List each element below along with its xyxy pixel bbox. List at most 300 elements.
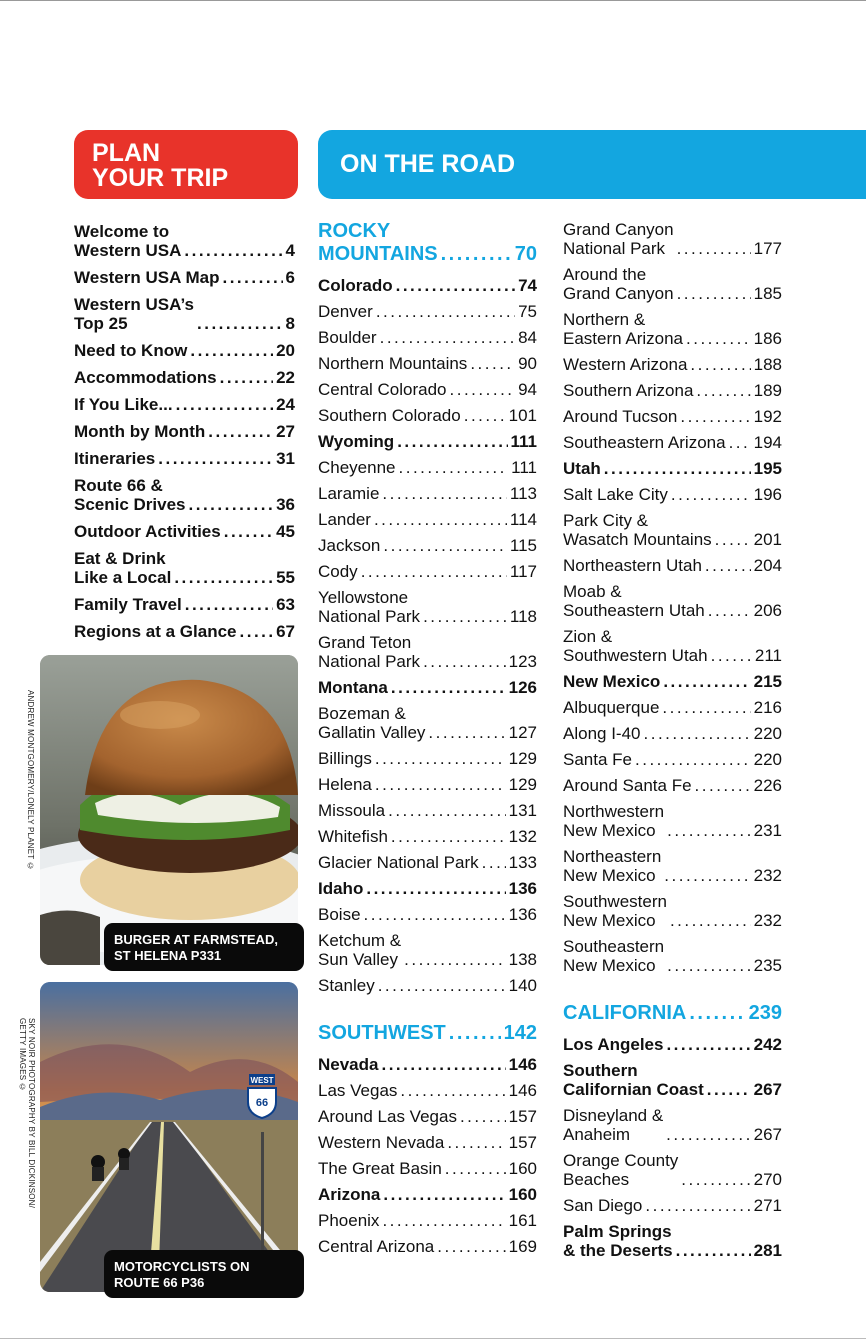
- toc-entry-phoenix[interactable]: [318, 1211, 537, 1230]
- entry-page-number: 157: [508, 1133, 537, 1152]
- dot-leader: [460, 1107, 506, 1126]
- entry-title: Cody: [318, 562, 358, 581]
- toc-entry-around-the-grand-canyon[interactable]: [563, 265, 782, 303]
- toc-entry-new-mexico[interactable]: [563, 672, 782, 691]
- entry-page-number: 146: [508, 1081, 537, 1100]
- entry-page-number: 74: [518, 276, 537, 295]
- toc-entry-whitefish[interactable]: [318, 827, 537, 846]
- entry-title: Los Angeles: [563, 1035, 664, 1054]
- toc-entry-missoula[interactable]: [318, 801, 537, 820]
- toc-entry-northeastern-utah[interactable]: [563, 556, 782, 575]
- dot-leader: [690, 355, 750, 374]
- entry-title: Itineraries: [74, 449, 156, 468]
- toc-entry-cody[interactable]: [318, 562, 537, 581]
- dot-leader: [376, 302, 515, 321]
- dot-leader: [400, 1081, 505, 1100]
- entry-title: Lander: [318, 510, 371, 529]
- dot-leader: [635, 750, 751, 769]
- entry-page-number: 231: [753, 821, 782, 840]
- dot-leader: [158, 449, 273, 468]
- entry-page-number: 6: [285, 268, 295, 287]
- dot-leader: [380, 328, 515, 347]
- entry-page-number: 131: [508, 801, 537, 820]
- entry-title: Around the Grand Canyon: [563, 265, 674, 303]
- entry-title: Month by Month: [74, 422, 206, 441]
- dot-leader: [470, 354, 515, 373]
- toc-entry-southern-colorado[interactable]: [318, 406, 537, 425]
- toc-entry-around-santa-fe[interactable]: [563, 776, 782, 795]
- toc-entry-park-city-wasatch-mountains[interactable]: [563, 511, 782, 549]
- entry-title: Around Las Vegas: [318, 1107, 457, 1126]
- entry-title: Northwestern New Mexico: [563, 802, 665, 840]
- dot-leader: [174, 568, 273, 587]
- entry-page-number: 177: [753, 239, 782, 258]
- entry-page-number: 281: [753, 1241, 782, 1260]
- section-gap: [318, 1002, 537, 1022]
- toc-entry-salt-lake-city[interactable]: [563, 485, 782, 504]
- entry-title: Montana: [318, 678, 388, 697]
- entry-page-number: 114: [509, 510, 537, 529]
- entry-title: Northeastern New Mexico: [563, 847, 662, 885]
- entry-page-number: 4: [285, 241, 295, 260]
- entry-page-number: 118: [509, 607, 537, 626]
- toc-entry-jackson[interactable]: [318, 536, 537, 555]
- entry-title: Boise: [318, 905, 361, 924]
- entry-page-number: 196: [753, 485, 782, 504]
- entry-page-number: 101: [508, 406, 537, 425]
- entry-title: Ketchum & Sun Valley: [318, 931, 402, 969]
- dot-leader: [667, 821, 751, 840]
- section-heading-southwest[interactable]: [318, 1022, 537, 1045]
- entry-page-number: 136: [508, 879, 537, 898]
- dot-leader: [240, 622, 274, 641]
- entry-page-number: 123: [508, 652, 537, 671]
- toc-entry-grand-canyon-national-park[interactable]: [563, 220, 782, 258]
- dot-leader: [441, 243, 512, 266]
- toc-entry-boulder[interactable]: [318, 328, 537, 347]
- toc-entry-family-travel[interactable]: [74, 595, 295, 614]
- toc-entry-lander[interactable]: [318, 510, 537, 529]
- toc-entry-route-66-scenic-drives[interactable]: [74, 476, 295, 514]
- entry-page-number: 160: [508, 1185, 537, 1204]
- section-heading-rocky-mountains[interactable]: [318, 220, 537, 266]
- dot-leader: [449, 1022, 501, 1045]
- dot-leader: [671, 485, 751, 504]
- entry-title: ROCKY MOUNTAINS: [318, 220, 438, 265]
- entry-page-number: 206: [753, 601, 782, 620]
- entry-title: SOUTHWEST: [318, 1022, 446, 1044]
- dot-leader: [447, 1133, 505, 1152]
- on-the-road-banner: ON THE ROAD: [318, 130, 866, 199]
- entry-title: Western USA’s Top 25: [74, 295, 194, 333]
- entry-title: Park City & Wasatch Mountains: [563, 511, 712, 549]
- dot-leader: [375, 749, 506, 768]
- entry-page-number: 55: [276, 568, 295, 587]
- entry-title: Western USA Map: [74, 268, 220, 287]
- entry-page-number: 90: [518, 354, 537, 373]
- dot-leader: [707, 1080, 751, 1099]
- entry-page-number: 129: [508, 775, 537, 794]
- dot-leader: [388, 801, 506, 820]
- burger-photo-credit: ANDREW MONTGOMERY/LONELY PLANET ©: [26, 690, 35, 871]
- entry-page-number: 271: [753, 1196, 782, 1215]
- dot-leader: [715, 530, 751, 549]
- toc-entry-grand-teton-national-park[interactable]: [318, 633, 537, 671]
- entry-page-number: 31: [276, 449, 295, 468]
- toc-entry-ketchum-sun-valley[interactable]: [318, 931, 537, 969]
- toc-entry-the-great-basin[interactable]: [318, 1159, 537, 1178]
- toc-entry-colorado[interactable]: [318, 276, 537, 295]
- entry-page-number: 138: [508, 950, 537, 969]
- entry-title: Southeastern New Mexico: [563, 937, 665, 975]
- entry-title: Grand Teton National Park: [318, 633, 421, 671]
- entry-page-number: 67: [276, 622, 295, 641]
- toc-entry-western-usa-s-top-25[interactable]: [74, 295, 295, 333]
- entry-title: If You Like...: [74, 395, 173, 414]
- dot-leader: [383, 536, 507, 555]
- toc-entry-month-by-month[interactable]: [74, 422, 295, 441]
- dot-leader: [391, 827, 506, 846]
- entry-title: Idaho: [318, 879, 364, 898]
- dot-leader: [378, 976, 506, 995]
- toc-entry-utah[interactable]: [563, 459, 782, 478]
- entry-title: Route 66 & Scenic Drives: [74, 476, 186, 514]
- toc-entry-southern-arizona[interactable]: [563, 381, 782, 400]
- entry-title: Denver: [318, 302, 373, 321]
- entry-page-number: 189: [753, 381, 782, 400]
- entry-title: Jackson: [318, 536, 381, 555]
- toc-entry-los-angeles[interactable]: [563, 1035, 782, 1054]
- entry-title: Northern Mountains: [318, 354, 468, 373]
- entry-page-number: 226: [753, 776, 782, 795]
- plan-your-trip-contents: [74, 222, 295, 649]
- dot-leader: [185, 595, 273, 614]
- entry-title: Northern & Eastern Arizona: [563, 310, 684, 348]
- entry-title: Glacier National Park: [318, 853, 479, 872]
- dot-leader: [696, 381, 750, 400]
- toc-entry-itineraries[interactable]: [74, 449, 295, 468]
- toc-entry-san-diego[interactable]: [563, 1196, 782, 1215]
- entry-page-number: 267: [753, 1080, 782, 1099]
- dot-leader: [396, 276, 515, 295]
- toc-entry-santa-fe[interactable]: [563, 750, 782, 769]
- entry-page-number: 75: [518, 302, 537, 321]
- entry-title: Albuquerque: [563, 698, 660, 717]
- dot-leader: [705, 556, 751, 575]
- dot-leader: [382, 484, 506, 503]
- toc-entry-disneyland-anaheim[interactable]: [563, 1106, 782, 1144]
- dot-leader: [676, 1241, 751, 1260]
- dot-leader: [680, 407, 750, 426]
- dot-leader: [667, 956, 750, 975]
- section-gap: [563, 982, 782, 1002]
- entry-title: Santa Fe: [563, 750, 632, 769]
- entry-page-number: 45: [276, 522, 295, 541]
- toc-entry-laramie[interactable]: [318, 484, 537, 503]
- dot-leader: [190, 341, 273, 360]
- entry-title: Outdoor Activities: [74, 522, 221, 541]
- entry-title: Arizona: [318, 1185, 381, 1204]
- burger-photo: [40, 655, 298, 965]
- entry-page-number: 132: [508, 827, 537, 846]
- entry-title: Moab & Southeastern Utah: [563, 582, 705, 620]
- dot-leader: [445, 1159, 506, 1178]
- plan-banner-line-2: YOUR TRIP: [92, 164, 229, 192]
- entry-title: Southern Californian Coast: [563, 1061, 704, 1099]
- toc-entry-boise[interactable]: [318, 905, 537, 924]
- entry-page-number: 84: [518, 328, 537, 347]
- entry-title: Disneyland & Anaheim: [563, 1106, 664, 1144]
- entry-page-number: 140: [508, 976, 537, 995]
- sign-number: 66: [255, 1097, 269, 1109]
- entry-title: Laramie: [318, 484, 380, 503]
- section-heading-california[interactable]: [563, 1002, 782, 1025]
- entry-page-number: 220: [753, 750, 782, 769]
- toc-entry-billings[interactable]: [318, 749, 537, 768]
- entry-title: Las Vegas: [318, 1081, 398, 1100]
- dot-leader: [220, 368, 273, 387]
- toc-entry-arizona[interactable]: [318, 1185, 537, 1204]
- dot-leader: [382, 1211, 505, 1230]
- entry-title: Wyoming: [318, 432, 395, 451]
- toc-entry-wyoming[interactable]: [318, 432, 537, 451]
- toc-entry-western-nevada[interactable]: [318, 1133, 537, 1152]
- entry-title: Whitefish: [318, 827, 388, 846]
- entry-title: Helena: [318, 775, 372, 794]
- entry-page-number: 186: [753, 329, 782, 348]
- dot-leader: [374, 510, 507, 529]
- entry-title: Salt Lake City: [563, 485, 668, 504]
- dot-leader: [670, 911, 751, 930]
- toc-entry-las-vegas[interactable]: [318, 1081, 537, 1100]
- toc-entry-southeastern-new-mexico[interactable]: [563, 937, 782, 975]
- dot-leader: [399, 458, 509, 477]
- toc-entry-montana[interactable]: [318, 678, 537, 697]
- entry-page-number: 142: [503, 1022, 537, 1044]
- dot-leader: [189, 495, 274, 514]
- dot-leader: [397, 432, 507, 451]
- toc-entry-regions-at-a-glance[interactable]: [74, 622, 295, 641]
- entry-title: Bozeman & Gallatin Valley: [318, 704, 426, 742]
- toc-entry-western-arizona[interactable]: [563, 355, 782, 374]
- dot-leader: [662, 698, 750, 717]
- entry-title: Around Santa Fe: [563, 776, 692, 795]
- on-the-road-contents-left: [318, 220, 537, 1263]
- dot-leader: [375, 775, 506, 794]
- entry-title: Welcome to Western USA: [74, 222, 182, 260]
- dot-leader: [604, 459, 751, 478]
- dot-leader: [423, 652, 506, 671]
- toc-entry-northern-eastern-arizona[interactable]: [563, 310, 782, 348]
- toc-entry-accommodations[interactable]: [74, 368, 295, 387]
- dot-leader: [208, 422, 273, 441]
- entry-title: The Great Basin: [318, 1159, 442, 1178]
- entry-page-number: 113: [509, 484, 537, 503]
- entry-page-number: 136: [508, 905, 537, 924]
- entry-title: Zion & Southwestern Utah: [563, 627, 708, 665]
- sign-west: WEST: [250, 1076, 274, 1085]
- entry-title: San Diego: [563, 1196, 643, 1215]
- toc-entry-western-usa-map[interactable]: [74, 268, 295, 287]
- entry-page-number: 70: [514, 243, 537, 265]
- dot-leader: [677, 239, 751, 258]
- entry-page-number: 192: [753, 407, 782, 426]
- toc-entry-helena[interactable]: [318, 775, 537, 794]
- entry-title: Billings: [318, 749, 372, 768]
- entry-page-number: 232: [753, 866, 782, 885]
- entry-page-number: 161: [508, 1211, 537, 1230]
- dot-leader: [197, 314, 283, 333]
- toc-entry-northeastern-new-mexico[interactable]: [563, 847, 782, 885]
- toc-entry-southern-californian-coast[interactable]: [563, 1061, 782, 1099]
- toc-entry-moab-southeastern-utah[interactable]: [563, 582, 782, 620]
- entry-page-number: 146: [508, 1055, 537, 1074]
- dot-leader: [711, 646, 752, 665]
- dot-leader: [224, 522, 273, 541]
- toc-entry-zion-southwestern-utah[interactable]: [563, 627, 782, 665]
- entry-title: Cheyenne: [318, 458, 396, 477]
- burger-caption: BURGER AT FARMSTEAD, ST HELENA P331: [104, 923, 304, 971]
- entry-title: Family Travel: [74, 595, 182, 614]
- top-rule: [0, 0, 866, 1]
- toc-entry-around-tucson[interactable]: [563, 407, 782, 426]
- toc-entry-outdoor-activities[interactable]: [74, 522, 295, 541]
- entry-page-number: 194: [753, 433, 782, 452]
- entry-page-number: 201: [753, 530, 782, 549]
- dot-leader: [381, 1055, 505, 1074]
- entry-page-number: 267: [753, 1125, 782, 1144]
- entry-page-number: 94: [518, 380, 537, 399]
- dot-leader: [437, 1237, 505, 1256]
- entry-page-number: 133: [508, 853, 537, 872]
- dot-leader: [184, 241, 282, 260]
- entry-title: Missoula: [318, 801, 386, 820]
- entry-page-number: 129: [508, 749, 537, 768]
- dot-leader: [677, 284, 751, 303]
- toc-entry-southwestern-new-mexico[interactable]: [563, 892, 782, 930]
- entry-title: Stanley: [318, 976, 375, 995]
- entry-page-number: 215: [753, 672, 782, 691]
- toc-entry-albuquerque[interactable]: [563, 698, 782, 717]
- entry-page-number: 188: [753, 355, 782, 374]
- toc-entry-northern-mountains[interactable]: [318, 354, 537, 373]
- entry-page-number: 242: [753, 1035, 782, 1054]
- dot-leader: [663, 672, 750, 691]
- toc-entry-nevada[interactable]: [318, 1055, 537, 1074]
- toc-entry-central-colorado[interactable]: [318, 380, 537, 399]
- dot-leader: [689, 1002, 745, 1025]
- entry-page-number: 220: [753, 724, 782, 743]
- entry-title: Around Tucson: [563, 407, 678, 426]
- entry-title: Utah: [563, 459, 601, 478]
- entry-title: Yellowstone National Park: [318, 588, 421, 626]
- toc-entry-eat-drink-like-a-local[interactable]: [74, 549, 295, 587]
- entry-page-number: 216: [753, 698, 782, 717]
- toc-entry-palm-springs-the-deserts[interactable]: [563, 1222, 782, 1260]
- dot-leader: [729, 433, 751, 452]
- entry-page-number: 126: [508, 678, 537, 697]
- toc-entry-southeastern-arizona[interactable]: [563, 433, 782, 452]
- toc-entry-cheyenne[interactable]: [318, 458, 537, 477]
- entry-title: Southern Colorado: [318, 406, 461, 425]
- dot-leader: [450, 380, 516, 399]
- entry-page-number: 211: [754, 646, 782, 665]
- dot-leader: [428, 723, 505, 742]
- entry-title: Nevada: [318, 1055, 379, 1074]
- entry-title: Colorado: [318, 276, 393, 295]
- entry-title: Southwestern New Mexico: [563, 892, 667, 930]
- entry-title: Regions at a Glance: [74, 622, 237, 641]
- entry-title: Southeastern Arizona: [563, 433, 726, 452]
- dot-leader: [686, 329, 751, 348]
- dot-leader: [666, 1125, 750, 1144]
- toc-entry-welcome-to-western-usa[interactable]: [74, 222, 295, 260]
- entry-title: Need to Know: [74, 341, 188, 360]
- entry-page-number: 270: [753, 1170, 782, 1189]
- toc-entry-if-you-like[interactable]: [74, 395, 295, 414]
- toc-entry-around-las-vegas[interactable]: [318, 1107, 537, 1126]
- motorcyclists-photo: [40, 982, 298, 1292]
- entry-page-number: 36: [276, 495, 295, 514]
- toc-entry-need-to-know[interactable]: [74, 341, 295, 360]
- entry-page-number: 24: [276, 395, 295, 414]
- entry-title: Western Nevada: [318, 1133, 445, 1152]
- motorcyclists-photo-credit: SKY NOIR PHOTOGRAPHY BY BILL DICKINSON/ GETTY IMAGES ©: [18, 1018, 36, 1209]
- dot-leader: [482, 853, 506, 872]
- toc-entry-bozeman-gallatin-valley[interactable]: [318, 704, 537, 742]
- toc-entry-idaho[interactable]: [318, 879, 537, 898]
- entry-title: Southern Arizona: [563, 381, 694, 400]
- plan-banner-line-1: PLAN: [92, 139, 161, 167]
- dot-leader: [666, 1035, 750, 1054]
- dot-leader: [708, 601, 751, 620]
- toc-entry-stanley[interactable]: [318, 976, 537, 995]
- entry-page-number: 232: [753, 911, 782, 930]
- entry-page-number: 204: [753, 556, 782, 575]
- entry-page-number: 63: [276, 595, 295, 614]
- toc-entry-denver[interactable]: [318, 302, 537, 321]
- toc-entry-along-i-40[interactable]: [563, 724, 782, 743]
- entry-title: Boulder: [318, 328, 377, 347]
- dot-leader: [644, 724, 751, 743]
- dot-leader: [464, 406, 506, 425]
- toc-entry-orange-county-beaches[interactable]: [563, 1151, 782, 1189]
- entry-page-number: 111: [510, 432, 537, 451]
- toc-entry-yellowstone-national-park[interactable]: [318, 588, 537, 626]
- dot-leader: [383, 1185, 505, 1204]
- entry-title: Palm Springs & the Deserts: [563, 1222, 673, 1260]
- motorcyclists-caption: MOTORCYCLISTS ON ROUTE 66 P36: [104, 1250, 304, 1298]
- entry-page-number: 239: [748, 1002, 782, 1024]
- toc-entry-northwestern-new-mexico[interactable]: [563, 802, 782, 840]
- toc-entry-glacier-national-park[interactable]: [318, 853, 537, 872]
- entry-page-number: 115: [509, 536, 537, 555]
- entry-page-number: 20: [276, 341, 295, 360]
- entry-title: Along I-40: [563, 724, 641, 743]
- entry-page-number: 127: [508, 723, 537, 742]
- entry-title: Orange County Beaches: [563, 1151, 679, 1189]
- toc-entry-central-arizona[interactable]: [318, 1237, 537, 1256]
- entry-title: Central Arizona: [318, 1237, 435, 1256]
- dot-leader: [645, 1196, 750, 1215]
- entry-page-number: 160: [508, 1159, 537, 1178]
- entry-title: Accommodations: [74, 368, 217, 387]
- dot-leader: [391, 678, 506, 697]
- entry-page-number: 111: [511, 458, 537, 477]
- entry-page-number: 157: [508, 1107, 537, 1126]
- dot-leader: [404, 950, 505, 969]
- entry-title: Northeastern Utah: [563, 556, 702, 575]
